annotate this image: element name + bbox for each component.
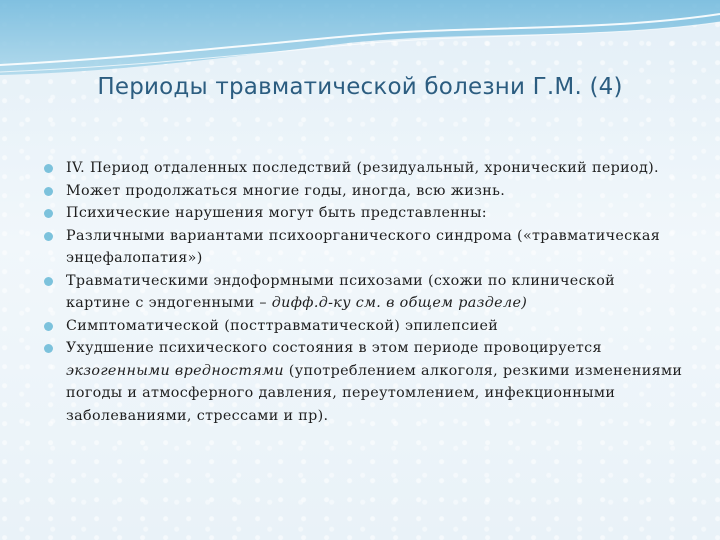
bullet-italic-text: экзогенными вредностями	[66, 362, 284, 379]
bullet-text: Различными вариантами психоорганического синдрома («травматическая энцефалопатия»)	[66, 227, 661, 266]
bullet-dot-icon	[44, 164, 53, 173]
bullet-item	[44, 225, 684, 270]
bullet-dot-icon	[44, 209, 53, 218]
bullet-text: Травматическими эндоформными психозами (схожи по клинической картине с эндогенными –	[66, 272, 616, 311]
decorative-wave	[0, 0, 720, 80]
bullet-text: IV. Период отдаленных последствий (резидуальный, хронический период).	[66, 160, 659, 176]
bullet-text: Симптоматической (посттравматической) эпилепсией	[66, 317, 499, 334]
bullet-dot-icon	[44, 322, 53, 331]
bullet-text: Может продолжаться многие годы, иногда, всю жизнь.	[66, 182, 506, 199]
bullet-list-container	[44, 157, 684, 427]
bullet-item	[44, 315, 684, 338]
bullet-dot-icon	[44, 344, 53, 353]
bullet-text: Психические нарушения могут быть представленны:	[66, 205, 487, 221]
bullet-item	[44, 202, 684, 225]
bullet-dot-icon	[44, 187, 53, 196]
slide-title: Периоды травматической болезни Г.М. (4)	[97, 74, 623, 100]
bullet-text: Ухудшение психического состояния в этом периоде провоцируется	[66, 340, 602, 356]
bullet-text-continued: (употреблением алкоголя, резкими изменениями погоды и атмосферного давления, переутомлением, инфекционными заболеваниями, стрессами и пр).	[66, 362, 683, 424]
bullet-dot-icon	[44, 232, 53, 241]
bullet-item	[44, 337, 684, 427]
bullet-italic-text: дифф.д-ку см. в общем разделе)	[271, 295, 528, 311]
bullet-item	[44, 270, 684, 315]
bullet-item	[44, 180, 684, 203]
bullet-dot-icon	[44, 277, 53, 286]
bullet-item	[44, 157, 684, 180]
bullet-list	[44, 157, 684, 427]
